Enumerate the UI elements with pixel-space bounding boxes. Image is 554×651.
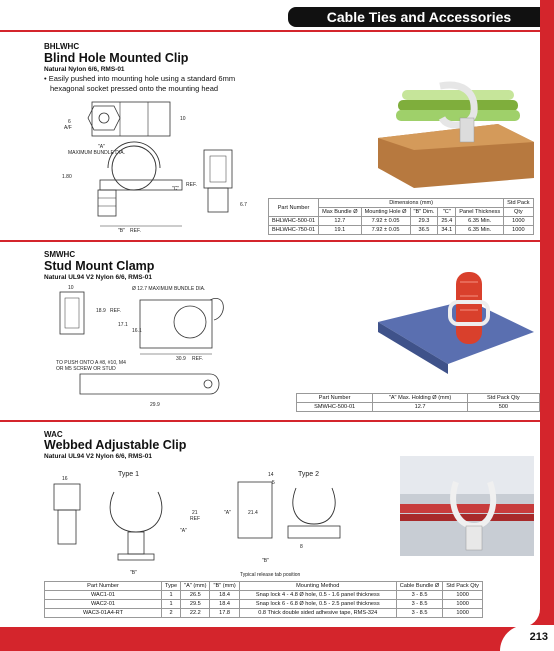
smwhc-drawing [50,282,282,412]
cell: 3 - 8.5 [396,609,443,618]
dim-b: "B" [118,228,125,234]
dim-10: 10 [180,116,186,122]
section-header: Cable Ties and Accessories [288,7,540,27]
dim-max-bundle-2: Ø 12.7 MAXIMUM BUNDLE DIA. [132,286,206,292]
product-material-wac: Natural UL94 V2 Nylon 6/6, RMS-01 [44,453,153,460]
cell: 29.3 [410,217,438,226]
dim-ref2: REF. [130,228,141,234]
th-std: Std Pack [504,199,533,208]
bullet-line-1: • Easily pushed into mounting hole using a standard 6mm [44,74,236,83]
section-rule-1 [0,240,540,242]
th-part-2: Part Number [297,394,373,403]
dim-a-wac2: "A" [224,510,231,516]
cell: BHLWHC-750-01 [269,226,319,235]
cell: 34.1 [438,226,456,235]
cell: 1 [162,591,181,600]
th-mount: Mounting Method [239,582,396,591]
cell: WAC1-01 [45,591,162,600]
dim-189: 18.9 [96,308,106,314]
th-c: "C" [438,208,456,217]
table-row [269,217,534,226]
dim-309: 30.9 [176,356,186,362]
dim-ref2b: REF. [192,356,203,362]
dim-ref: REF. [110,308,121,314]
wac-drawing [44,462,388,580]
product-code-wac: WAC [44,430,63,439]
product-material-bhlwhc: Natural Nylon 6/6, RMS-01 [44,66,125,73]
cell: 22.2 [181,609,210,618]
cell: 12.7 [319,217,361,226]
dim-161: 16.1 [132,328,142,334]
cell: 3 - 8.5 [396,591,443,600]
type-2-label: Type 2 [298,471,320,478]
cell: SMWHC-500-01 [297,403,373,412]
th-panel: Panel Thickness [456,208,504,217]
cell: 29.5 [181,600,210,609]
th-qty: Qty [504,208,533,217]
cell: 18.4 [210,591,239,600]
cell: 18.4 [210,600,239,609]
cell: 17.8 [210,609,239,618]
cell: 7.92 ± 0.05 [361,226,410,235]
product-title-smwhc: Stud Mount Clamp [44,259,155,273]
dim-16: 16 [62,476,68,482]
cell: 7.92 ± 0.05 [361,217,410,226]
cell: 1000 [443,600,483,609]
dim-b-wac2: "B" [262,558,269,564]
product-title-bhlwhc: Blind Hole Mounted Clip [44,51,189,65]
page-number: 213 [529,631,548,643]
dim-a: "A" [98,144,105,150]
bhlwhc-photo [378,78,534,188]
th-b: "B" Dim. [410,208,438,217]
cell: WAC2-01 [45,600,162,609]
cell: 19.1 [319,226,361,235]
dim-b-wac: "B" [130,570,137,576]
cell: Snap lock 6 - 6.8 Ø hole, 0.5 - 2.5 panel thickness [239,600,396,609]
cell: 6.35 Min. [456,226,504,235]
dim-214: 21.4 [248,510,258,516]
dim-c: "C" [172,186,180,192]
cell: 0.8 Thick double sided adhesive tape, RMS-324 [239,609,396,618]
th-dims: Dimensions (mm) [319,199,504,208]
cell: BHLWHC-500-01 [269,217,319,226]
cell: 1000 [443,609,483,618]
cell: 1 [162,600,181,609]
dim-5: 5 [272,480,275,486]
cell: 1000 [504,226,533,235]
smwhc-photo [378,262,534,380]
dim-10b: 10 [68,285,74,291]
cell: 1000 [504,217,533,226]
type-1-label: Type 1 [118,471,140,478]
product-title-wac: Webbed Adjustable Clip [44,438,187,452]
table-row [45,591,483,600]
th-cable: Cable Bundle Ø [396,582,443,591]
bullet-line-2: hexagonal socket pressed onto the mounting head [50,84,219,93]
cell: 25.4 [438,217,456,226]
cell: 2 [162,609,181,618]
dim-max-bundle-label: MAXIMUM BUNDLE DIA. [68,150,125,156]
dim-8: 8 [300,544,303,550]
wac-photo [400,456,534,556]
dim-21: 21 [192,510,198,516]
th-part: Part Number [269,199,319,217]
table-row [45,600,483,609]
product-code-smwhc: SMWHC [44,250,76,259]
th-maxb: Max Bundle Ø [319,208,361,217]
cell: 26.5 [181,591,210,600]
bhlwhc-drawing [50,98,270,238]
smwhc-table [296,393,540,412]
table-row [45,609,483,618]
dim-af: 6 [68,119,71,125]
cell: 6.35 Min. [456,217,504,226]
product-bullet-bhlwhc [44,74,284,94]
th-std-2: Std Pack Qty [467,394,539,403]
dim-171: 17.1 [118,322,128,328]
th-std-3: Std Pack Qty [443,582,483,591]
dim-ref-wac: REF [190,516,200,522]
th-a-3: "A" (mm) [181,582,210,591]
cell: 500 [467,403,539,412]
th-type: Type [162,582,181,591]
th-hold: "A" Max. Holding Ø (mm) [373,394,467,403]
note-release-tab: Typical release tab position [240,572,301,578]
cell: Snap lock 4 - 4.8 Ø hole, 0.5 - 1.6 panel thickness [239,591,396,600]
cell: 12.7 [373,403,467,412]
product-material-smwhc: Natural UL94 V2 Nylon 6/6, RMS-01 [44,274,153,281]
dim-180: 1.80 [62,174,72,180]
cell: WAC3-01A4-RT [45,609,162,618]
note-push-2: OR M5 SCREW OR STUD [56,366,116,372]
cell: 36.5 [410,226,438,235]
product-code-bhlwhc: BHLWHC [44,42,80,51]
dim-67: 6.7 [240,202,247,208]
dim-ref1: REF. [186,182,197,188]
th-b-3: "B" (mm) [210,582,239,591]
header-rule [0,30,540,32]
dim-299: 29.9 [150,402,160,408]
dim-a-wac: "A" [180,528,187,534]
dim-af-unit: A/F [64,125,72,131]
th-hole: Mounting Hole Ø [361,208,410,217]
cell: 3 - 8.5 [396,600,443,609]
bhlwhc-table [268,198,534,235]
wac-table [44,581,483,618]
cell: 1000 [443,591,483,600]
section-rule-2 [0,420,540,422]
note-push-1: TO PUSH ONTO A #8, #10, M4 [56,360,126,366]
th-part-3: Part Number [45,582,162,591]
dim-14: 14 [268,472,274,478]
table-row [297,403,540,412]
table-row [269,226,534,235]
